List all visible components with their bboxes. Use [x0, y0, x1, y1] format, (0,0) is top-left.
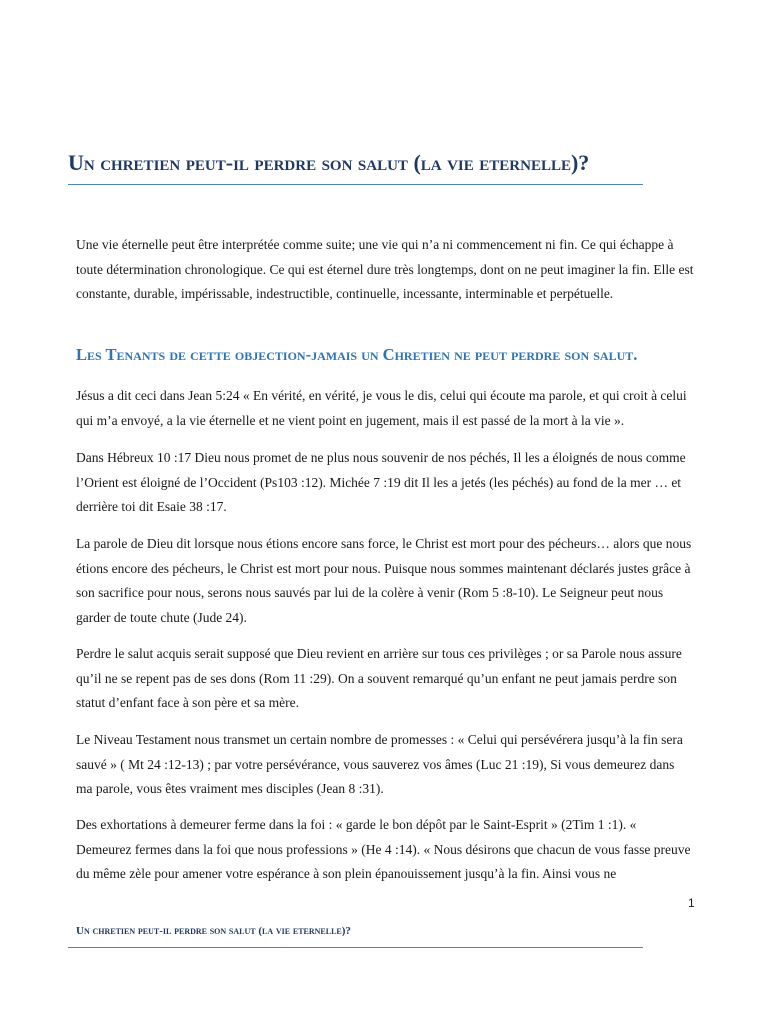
- title-divider: [68, 184, 643, 185]
- document-title: Un chretien peut-il perdre son salut (la vie eternelle)?: [68, 150, 590, 175]
- footer-title: Un chretien peut-il perdre son salut (la vie eternelle)?: [76, 925, 351, 937]
- body-paragraph-6: Des exhortations à demeurer ferme dans la foi : « garde le bon dépôt par le Saint-Esprit » (2Tim 1 :1). « Demeurez fermes dans la foi que nous professions » (He 4 :14). « Nous désirons que chacun de vous fasse preuve du même zèle pour amener votre espérance à son plein épanouissement jusqu’à la fin. Ainsi vous ne: [76, 817, 691, 881]
- body-paragraph-4: Perdre le salut acquis serait supposé que Dieu revient en arrière sur tous ces privilèges ; or sa Parole nous assure qu’il ne se repent pas de ses dons (Rom 11 :29). On a souvent remarqué qu’un enfant ne peut jamais perdre son statut d’enfant face à son père et sa mère.: [76, 646, 682, 710]
- intro-paragraph: Une vie éternelle peut être interprétée comme suite; une vie qui n’a ni commencement ni fin. Ce qui échappe à toute détermination chronologique. Ce qui est éternel dure très longtemps, dont on ne peut imaginer la fin. Elle est constante, durable, impérissable, indestructible, continuelle, incessante, interminable et perpétuelle.: [76, 237, 694, 301]
- page-number: 1: [688, 896, 695, 910]
- body-paragraph-3: La parole de Dieu dit lorsque nous étions encore sans force, le Christ est mort pour des pécheurs… alors que nous étions encore des pécheurs, le Christ est mort pour nous. Puisque nous sommes maintenant déclarés justes grâce à son sacrifice pour nous, serons nous sauvés par lui de la colère à venir (Rom 5 :8-10). Le Seigneur peut nous garder de toute chute (Jude 24).: [76, 536, 692, 625]
- body-paragraph-5: Le Niveau Testament nous transmet un certain nombre de promesses : « Celui qui persévérera jusqu’à la fin sera sauvé » ( Mt 24 :12-13) ; par votre persévérance, vous sauverez vos âmes (Luc 21 :19), Si vous demeurez dans ma parole, vous êtes vraiment mes disciples (Jean 8 :31).: [76, 732, 683, 796]
- body-paragraph-2: Dans Hébreux 10 :17 Dieu nous promet de ne plus nous souvenir de nos péchés, Il les a éloignés de nous comme l’Orient est éloigné de l’Occident (Ps103 :12). Michée 7 :19 dit Il les a jetés (les péchés) au fond de la mer … et derrière toi dit Esaie 38 :17.: [76, 450, 686, 514]
- body-paragraph-1: Jésus a dit ceci dans Jean 5:24 « En vérité, en vérité, je vous le dis, celui qui écoute ma parole, et qui croit à celui qui m’a envoyé, a la vie éternelle et ne vient point en jugement, mais il est passé de la mort à la vie ».: [76, 388, 687, 428]
- footer-divider: [68, 947, 643, 948]
- section-heading: Les Tenants de cette objection-jamais un Chretien ne peut perdre son salut.: [76, 345, 638, 364]
